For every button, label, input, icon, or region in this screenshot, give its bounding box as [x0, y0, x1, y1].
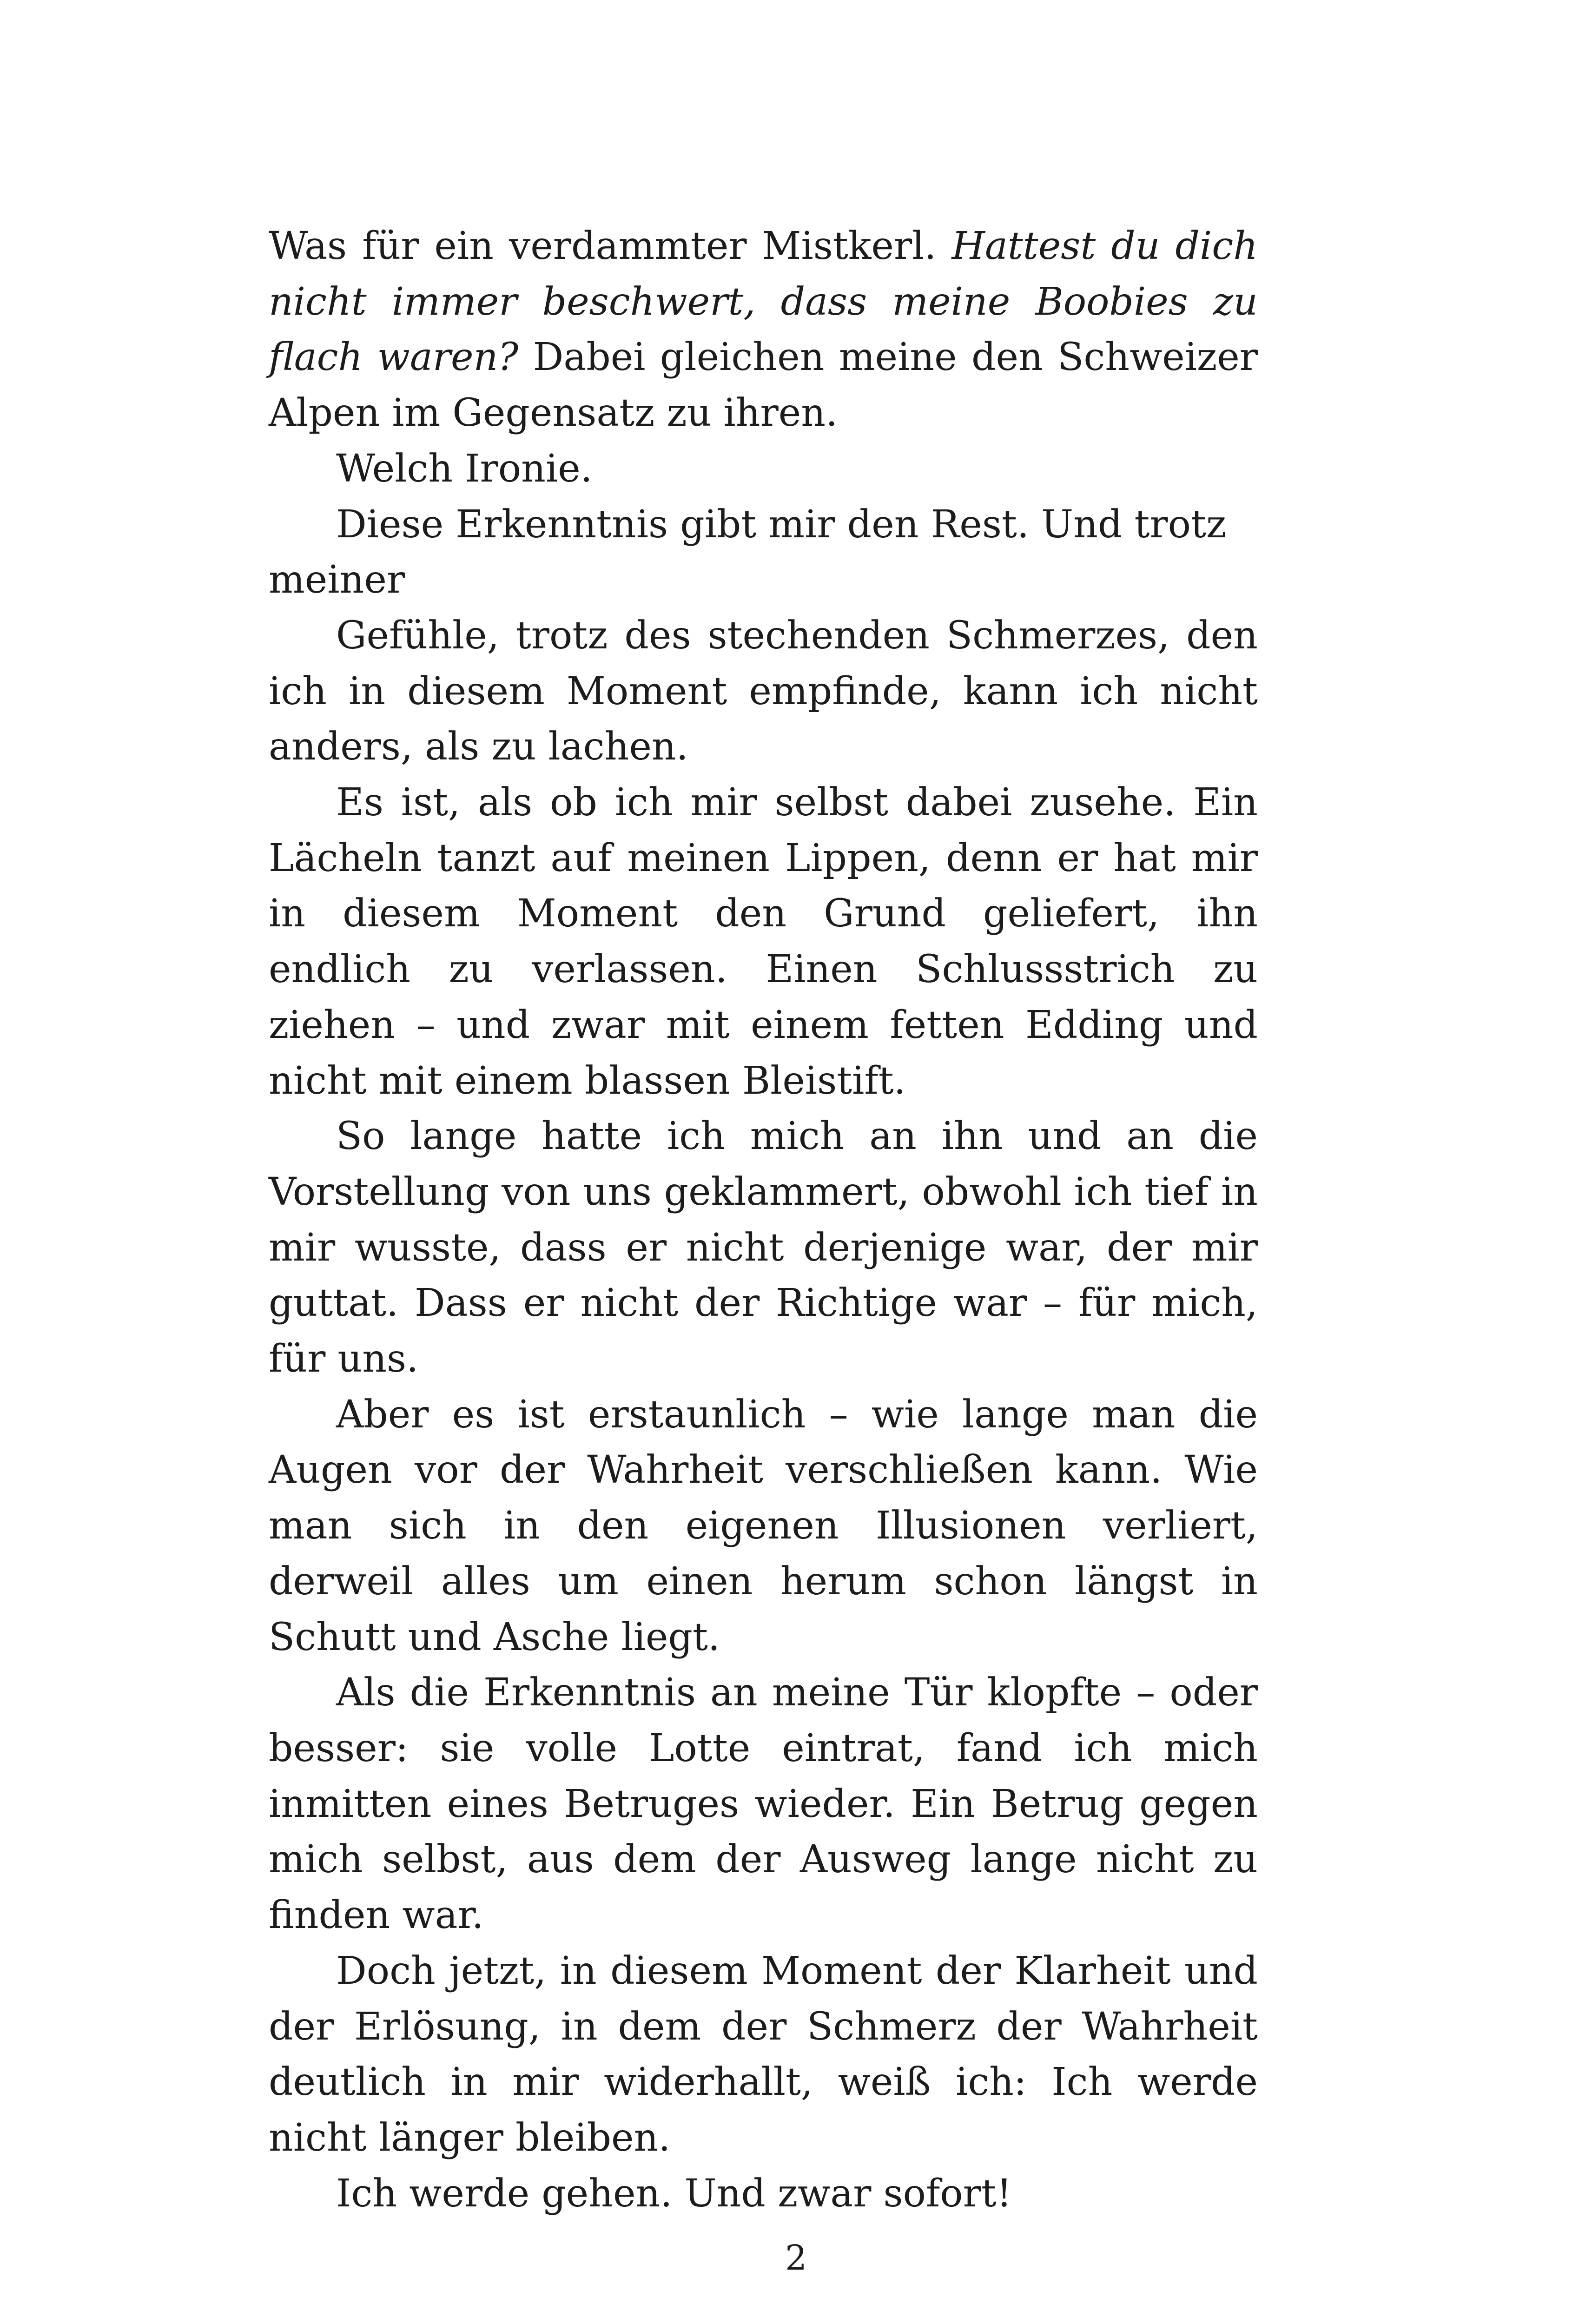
paragraph	[269, 218, 1258, 441]
paragraph-italic-text: Hattest du dich nicht immer beschwert, dass meine Boobies zu flach waren?	[269, 224, 1258, 380]
paragraph	[269, 1665, 1258, 1943]
paragraph-text: Ich werde gehen. Und zwar sofort!	[336, 2171, 1012, 2216]
paragraph-text: Es ist, als ob ich mir selbst dabei zusehe. Ein Lächeln tanzt auf meinen Lippen, denn er hat mir in diesem Moment den Grund geliefert, ihn endlich zu verlassen. Einen Schlussstrich zu ziehen – und zwar mit einem fetten Edding und nicht mit einem blassen Bleistift.	[269, 780, 1258, 1103]
paragraph	[269, 1387, 1258, 1665]
paragraph-text: Doch jetzt, in diesem Moment der Klarheit und der Erlösung, in dem der Schmerz der Wahrheit deutlich in mir widerhallt, weiß ich: Ich werde nicht länger bleiben.	[269, 1948, 1258, 2160]
paragraph	[269, 2166, 1258, 2222]
paragraph	[269, 608, 1258, 775]
paragraph-text: Als die Erkenntnis an meine Tür klopfte – oder besser: sie volle Lotte eintrat, fand ich mich inmitten eines Betruges wieder. Ein Betrug gegen mich selbst, aus dem der Ausweg lange nicht zu finden war.	[269, 1670, 1258, 1938]
page-number: 2	[785, 2238, 807, 2278]
paragraph-text: Dabei gleichen meine den Schweizer Alpen im Gegensatz zu ihren.	[269, 335, 1258, 436]
paragraph	[269, 1943, 1258, 2166]
paragraph	[269, 497, 1258, 608]
paragraph-text: Was für ein verdammter Mistkerl.	[269, 224, 952, 268]
paragraph-text: Gefühle, trotz des stechenden Schmerzes, den ich in diesem Moment empfinde, kann ich nicht anders, als zu lachen.	[269, 613, 1258, 769]
body-text	[269, 218, 1258, 2221]
paragraph-text: So lange hatte ich mich an ihn und an die Vorstellung von uns geklammert, obwohl ich tief in mir wusste, dass er nicht derjenige war, der mir guttat. Dass er nicht der Richtige war – für mich, für uns.	[269, 1114, 1258, 1381]
paragraph	[269, 1109, 1258, 1387]
paragraph	[269, 775, 1258, 1109]
paragraph	[269, 441, 1258, 497]
paragraph-text: Aber es ist erstaunlich – wie lange man die Augen vor der Wahrheit verschließen kann. Wie man sich in den eigenen Illusionen verliert, derweil alles um einen herum schon längst in Schutt und Asche liegt.	[269, 1392, 1258, 1659]
paragraph-text: Welch Ironie.	[336, 446, 593, 491]
paragraph-text: Diese Erkenntnis gibt mir den Rest. Und trotz meiner	[269, 502, 1227, 602]
